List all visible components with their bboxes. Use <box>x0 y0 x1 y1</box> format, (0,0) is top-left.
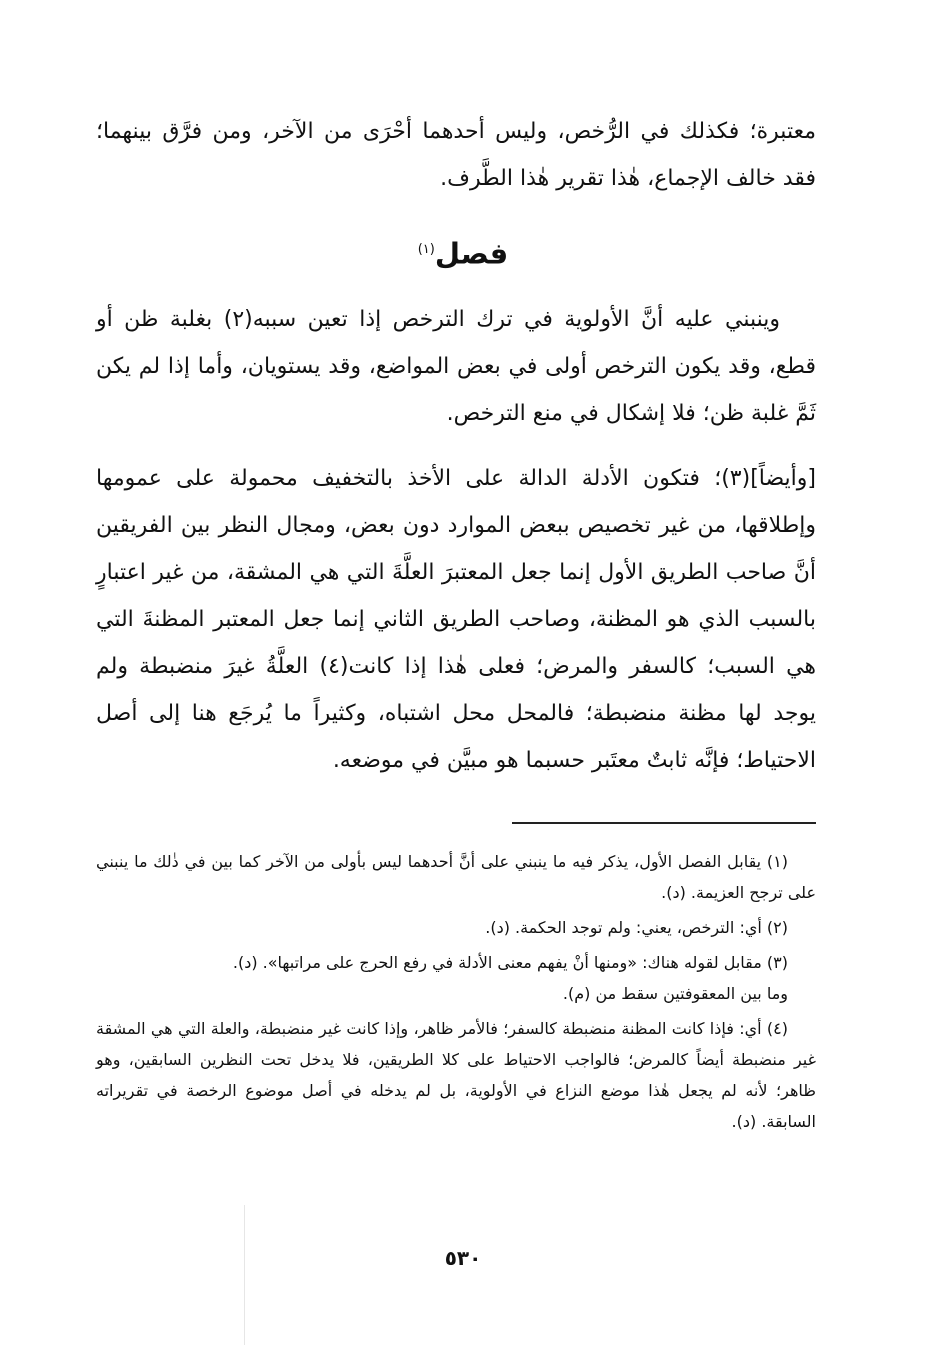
paragraph-1-text: وينبني عليه أنَّ الأولوية في ترك الترخص إذا تعين سببه(٢) بغلبة ظن أو قطع، وقد يكون الترخص أولى في بعض المواضع، وقد يستويان، وأما إذا لم يكن ثَمَّ غلبة ظن؛ فلا إشكال في منع الترخص. <box>96 307 816 426</box>
footnote-3-note: وما بين المعقوفتين سقط من (م). <box>562 984 788 1003</box>
section-note-ref: (١) <box>417 242 435 257</box>
footnote-3: (٣) مقابل لقوله هناك: «ومنها أنْ يفهم معنى الأدلة في رفع الحرج على مراتبها». (د). <box>232 953 788 972</box>
paragraph-2-text: [وأيضاً](٣)؛ فتكون الأدلة الدالة على الأخذ بالتخفيف محمولة على عمومها وإطلاقها، من غير تخصيص ببعض الموارد دون بعض، ومجال النظر بين الفريقين أنَّ صاحب الطريق الأول إنما جعل المعتبرَ العلَّةَ التي هي المشقة، من غير اعتبارٍ بالسبب الذي هو المظنة، وصاحب الطريق الثاني إنما جعل المعتبر المظنةَ التي هي السبب؛ كالسفر والمرض؛ فعلى هٰذا إذا كانت(٤) العلَّةُ غيرَ منضبطة ولم يوجد لها مظنة منضبطة؛ فالمحل محل اشتباه، وكثيراً ما يُرجَع هنا إلى أصل الاحتياط؛ فإنَّه ثابتٌ معتَبر حسبما هو مبيَّن في موضعه. <box>96 466 817 773</box>
intro-paragraph <box>96 108 816 202</box>
page-number: ٥٣٠ <box>444 1246 482 1270</box>
footnote-1: (١) يقابل الفصل الأول، يذكر فيه ما ينبني على أنَّ أحدهما ليس بأولى من الآخر كما بين في ذٰلك ما ينبني على ترجح العزيمة. (د). <box>96 852 816 902</box>
footnote-2: (٢) أي: الترخص، يعني: ولم توجد الحكمة. (د). <box>485 918 788 937</box>
footnote-4: (٤) أي: فإذا كانت المظنة منضبطة كالسفر؛ فالأمر ظاهر، وإذا كانت غير منضبطة، والعلة التي هي المشقة غير منضبطة أيضاً كالمرض؛ فالواجب الاحتياط على كلا الطريقين، فلا يدخل تحت النظرين السابقين، وهو ظاهر؛ لأنه لم يجعل هٰذا موضع النزاع في الأولوية، بل لم يدخله في أصل موضوع الرخصة في تقريراته السابقة. (د). <box>96 1019 816 1131</box>
paragraph-2 <box>96 455 816 784</box>
footnote-divider <box>512 822 816 824</box>
paragraph-1 <box>96 296 816 437</box>
scan-artifact-line <box>244 1205 245 1345</box>
section-title: فصل <box>434 236 509 271</box>
footnotes <box>96 846 816 1137</box>
section-heading <box>0 228 926 276</box>
intro-text: معتبرة؛ فكذلك في الرُّخص، وليس أحدهما أحْرَى من الآخر، ومن فرَّق بينهما؛ فقد خالف الإجماع، هٰذا تقرير هٰذا الطَّرف. <box>96 119 816 191</box>
